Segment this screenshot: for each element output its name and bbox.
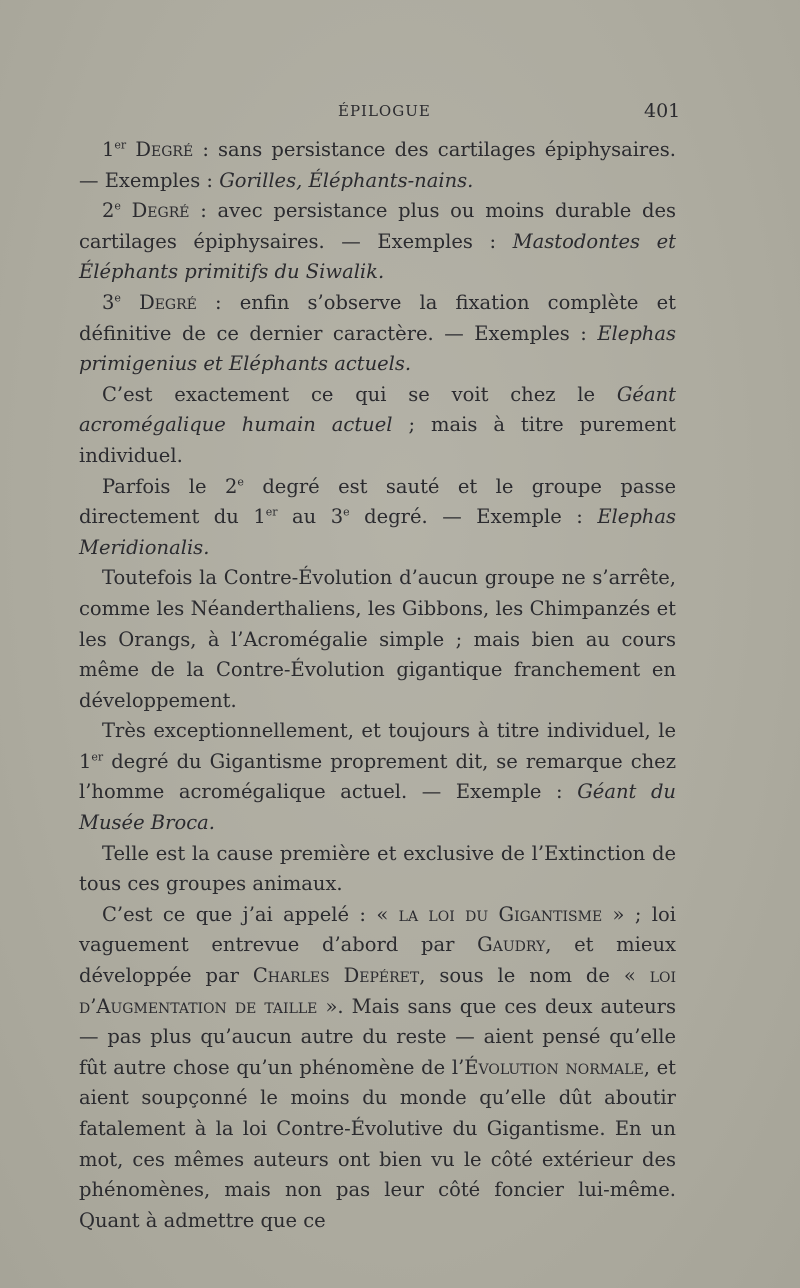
italic-examples: Elephas primigenius et Eléphants actuels. <box>79 321 676 376</box>
ordinal-number: 1 <box>102 138 115 161</box>
paragraph-giant <box>79 380 676 472</box>
paragraph-loi-gigantisme <box>79 900 676 1237</box>
italic-examples: Gorilles, Éléphants-nains. <box>219 168 474 192</box>
paragraph-text: Toutefois la Contre-Évolution d’aucun groupe ne s’arrête, comme les Néanderthaliens, les Gibbons, les Chimpanzés et les Orangs, à l’Acromégalie simple ; mais bien au cours même de la Contre-Évolution gigantique franchement en développement. <box>79 566 676 712</box>
italic-examples: Elephas Meridionalis. <box>79 505 676 559</box>
paragraph-degree-1 <box>79 135 676 196</box>
paragraph-text: , et aient soupçonné le moins du monde qu’elle dût aboutir fatalement à la loi Contre-Évolutive du Gigantisme. En un mot, ces mêmes auteurs ont bien vu le côté extérieur des phénomènes, mais non pas leur côté foncier lui-même. Quant à admettre que ce <box>79 1055 676 1232</box>
paragraph-text: , sous le nom de « <box>419 964 650 988</box>
page-header <box>0 100 800 124</box>
author-name: Charles Depéret <box>252 964 420 988</box>
small-caps-term: la loi du Gigantisme <box>398 902 603 926</box>
small-caps-term: Évolution normale <box>464 1055 644 1079</box>
ordinal-number: 2 <box>102 199 115 223</box>
ordinal-number: 2 <box>224 474 238 498</box>
italic-examples: Géant du Musée Broca. <box>79 780 676 835</box>
author-name: Gaudry <box>477 933 546 957</box>
ordinal-number: 1 <box>253 505 266 529</box>
paragraph-skipped-degree <box>79 472 676 564</box>
ordinal-number: 3 <box>102 290 115 314</box>
paragraph-text: ». Mais sans que ces deux auteurs — pas plus qu’aucun autre du reste — aient pensé qu’elle fût autre chose qu’un phénomène de l’ <box>79 994 676 1079</box>
ordinal-suffix: er <box>91 750 104 764</box>
small-caps-term: loi d’Augmentation de taille <box>79 964 676 1018</box>
paragraph-text: Telle est la cause première et exclusive de l’Extinction de tous ces groupes animaux. <box>79 841 676 896</box>
page-number: 401 <box>644 100 681 122</box>
running-head: ÉPILOGUE <box>338 102 431 120</box>
paragraph-text: degré du Gigantisme proprement dit, se remarque chez l’homme acromégalique actuel. — Exemple : <box>79 749 676 804</box>
paragraph-text: ; mais à titre purement individuel. <box>79 413 676 467</box>
ordinal-number: 1 <box>79 749 92 773</box>
paragraph-text: C’est ce que j’ai appelé : « <box>102 902 399 926</box>
paragraph-text: » ; loi vaguement entrevue d’abord par <box>79 902 676 957</box>
paragraph-text: degré est sauté et le groupe passe directement du <box>79 474 676 529</box>
paragraph-text: , et mieux développée par <box>79 933 676 988</box>
paragraph-text: : sans persistance des cartilages épiphysaires. — Exemples : <box>79 138 677 192</box>
paragraph-text: au <box>277 505 331 529</box>
paragraph-text: Parfois le <box>102 474 225 498</box>
body-text <box>79 135 676 1236</box>
paragraph-contre-evolution <box>79 563 676 716</box>
degree-label: Degré <box>135 138 194 161</box>
ordinal-suffix: e <box>114 199 121 213</box>
ordinal-suffix: er <box>265 505 278 519</box>
paragraph-text: C’est exactement ce qui se voit chez le <box>102 382 617 406</box>
ordinal-suffix: e <box>343 505 350 519</box>
ordinal-suffix: e <box>114 291 121 305</box>
degree-label: Degré <box>131 199 190 223</box>
paragraph-text: : enfin s’observe la fixation complète et définitive de ce dernier caractère. — Exemples : <box>79 290 676 345</box>
italic-term: Géant acromégalique humain actuel <box>79 382 676 437</box>
ordinal-suffix: er <box>114 138 127 152</box>
italic-examples: Mastodontes et Éléphants primitifs du Siwalik. <box>79 229 676 284</box>
paragraph-text: degré. — Exemple : <box>349 505 598 529</box>
paragraph-text: : avec persistance plus ou moins durable des cartilages épiphysaires. — Exemples : <box>79 199 676 253</box>
paragraph-exceptional <box>79 716 676 838</box>
ordinal-suffix: e <box>237 475 244 489</box>
degree-label: Degré <box>139 290 197 314</box>
paragraph-degree-2 <box>79 196 676 288</box>
paragraph-extinction <box>79 839 676 900</box>
paragraph-degree-3 <box>79 288 676 380</box>
paragraph-text: Très exceptionnellement, et toujours à titre individuel, le <box>102 719 676 743</box>
ordinal-number: 3 <box>330 505 344 529</box>
